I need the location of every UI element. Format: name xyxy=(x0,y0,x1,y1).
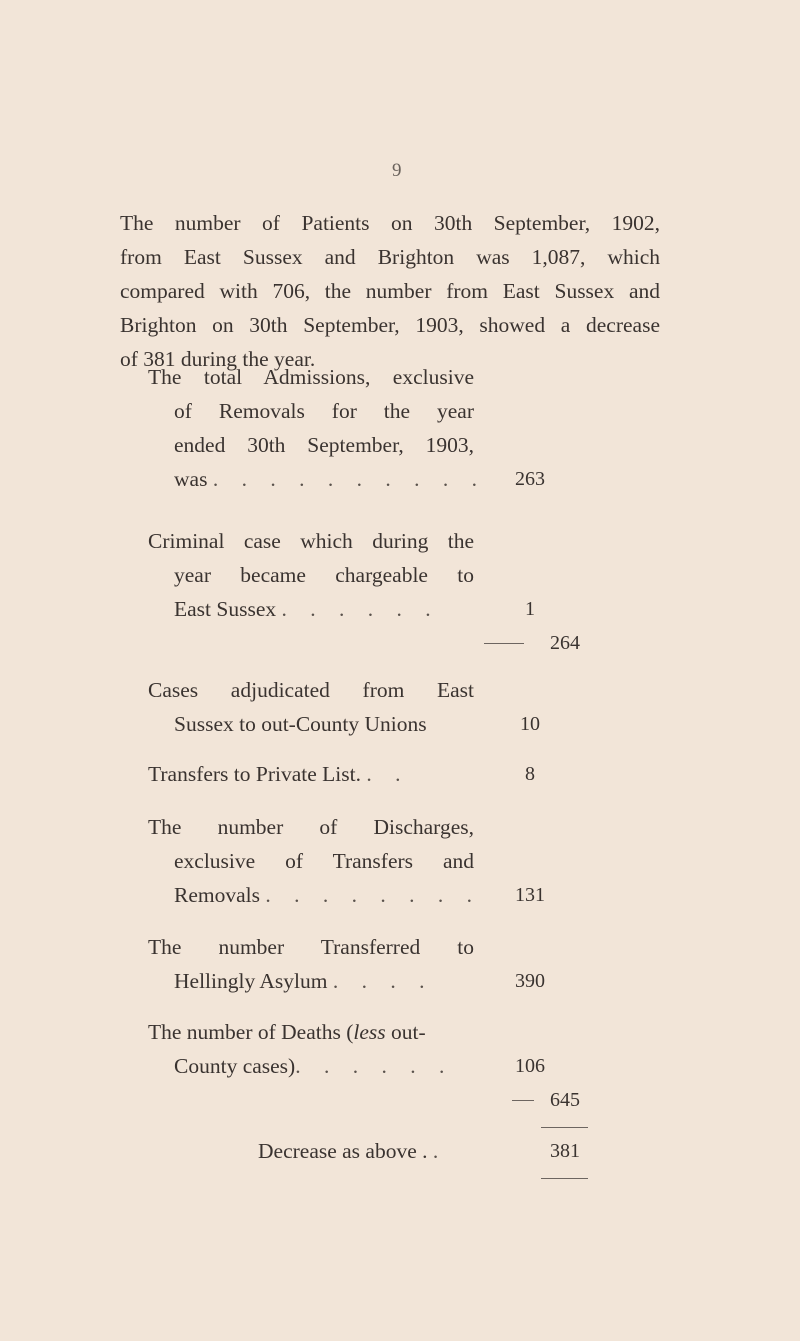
transfers-private-value: 8 xyxy=(525,763,535,785)
intro-paragraph xyxy=(120,206,660,376)
intro-line: from East Sussex and Brighton was 1,087, which xyxy=(120,245,660,269)
admissions-value: 263 xyxy=(515,468,545,490)
decrease-entry xyxy=(258,1134,718,1168)
entry-line: exclusive of Transfers and xyxy=(174,849,474,873)
entry-label: East Sussex xyxy=(174,597,277,621)
intro-line: compared with 706, the number from East Sussex and xyxy=(120,279,660,303)
entry-line xyxy=(148,1015,608,1049)
entry-label: Removals xyxy=(174,883,260,907)
entry-line: Criminal case which during the xyxy=(148,529,474,553)
second-subtotal: 645 xyxy=(550,1089,580,1111)
leader-dots: . xyxy=(432,1139,448,1163)
leader-dots: . . xyxy=(366,762,410,786)
page-number: 9 xyxy=(392,160,402,181)
entry-label: Transfers to Private List. xyxy=(148,762,361,786)
entry-line: Cases adjudicated from East xyxy=(148,678,474,702)
entry-line: of Removals for the year xyxy=(174,399,474,423)
subtotal-dash xyxy=(484,643,524,644)
total-underline xyxy=(541,1178,588,1179)
entry-line: The number of Discharges, xyxy=(148,815,474,839)
entry-label: County cases) xyxy=(174,1054,296,1078)
leader-dots: . . . . . . xyxy=(281,597,440,621)
entry-label: was xyxy=(174,467,208,491)
entry-label: out- xyxy=(385,1020,426,1044)
entry-line: Sussex to out-County Unions xyxy=(174,712,427,736)
hellingly-value: 390 xyxy=(515,970,545,992)
sum-rule xyxy=(541,1127,588,1128)
entry-line: year became chargeable to xyxy=(174,563,474,587)
criminal-value: 1 xyxy=(525,598,535,620)
intro-line: Brighton on 30th September, 1903, showed a decrease xyxy=(120,313,660,337)
entry-line: The total Admissions, exclusive xyxy=(148,365,474,389)
leader-dots: . . . . . . xyxy=(295,1054,454,1078)
entry-line: The number Transferred to xyxy=(148,935,474,959)
adjudicated-value: 10 xyxy=(520,713,540,735)
entry-label: The number of Deaths ( xyxy=(148,1020,354,1044)
intro-line: The number of Patients on 30th September, 1902, xyxy=(120,211,660,235)
decrease-total: 381 xyxy=(550,1140,580,1162)
entry-label: Decrease as above . xyxy=(258,1139,428,1163)
entry-line: ended 30th September, 1903, xyxy=(174,433,474,457)
subtotal-dash xyxy=(512,1100,534,1101)
leader-dots: . . . . xyxy=(332,969,434,993)
entry-line xyxy=(258,1134,718,1168)
discharges-value: 131 xyxy=(515,884,545,906)
leader-dots: . . . . . . . . xyxy=(265,883,481,907)
intro-line: of 381 during the year. xyxy=(120,347,316,371)
entry-label: Hellingly Asylum xyxy=(174,969,328,993)
emphasis-text: less xyxy=(353,1020,386,1044)
deaths-value: 106 xyxy=(515,1055,545,1077)
first-subtotal: 264 xyxy=(550,632,580,654)
leader-dots: . . . . . . . . . . xyxy=(212,467,486,491)
